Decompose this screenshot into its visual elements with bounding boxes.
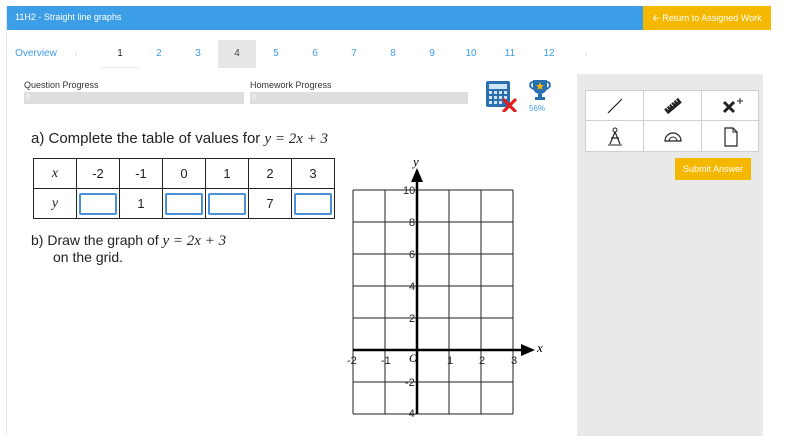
tab-6[interactable]: 6 [312,48,318,59]
tab-7[interactable]: 7 [351,48,357,59]
tab-overview[interactable]: Overview [15,48,57,59]
drawing-toolbar [585,90,759,152]
y-tick: 10 [403,185,416,197]
x-tick: 3 [511,355,518,367]
protractor-icon [663,126,683,146]
x-cell: -2 [77,159,120,189]
x-header: x [34,159,77,189]
return-to-assigned-work-button[interactable] [643,6,771,30]
x-cell: 3 [292,159,335,189]
equation: y = 2x + 3 [264,131,329,147]
tab-4[interactable]: 4 [218,40,256,68]
y-tick: 8 [409,217,416,229]
app-frame [6,6,770,436]
tab-10[interactable]: 10 [465,48,477,59]
compass-tool-button[interactable] [586,121,644,151]
x-tick: -1 [381,355,391,367]
trophy-icon [527,78,553,102]
app-title: 11H2 - Straight line graphs [15,12,122,22]
question-part-b-line2: on the grid. [53,249,124,265]
y-tick: 2 [409,313,416,325]
y-cell [206,189,249,219]
x-cell: 0 [163,159,206,189]
page-icon [721,126,741,148]
question-part-a: a) Complete the table of values for y = 2x + 3 [31,130,329,147]
tab-9[interactable]: 9 [429,48,435,59]
x-tick: 1 [447,355,454,367]
y-cell: 7 [249,189,292,219]
table-of-values [33,158,335,219]
x-tick: 2 [479,355,486,367]
coordinate-grid[interactable] [337,154,557,418]
clear-point-tool-button[interactable] [702,91,760,121]
y-answer-input[interactable] [294,193,332,215]
homework-progress-bar: 0 [250,92,468,104]
y-cell [292,189,335,219]
tab-2[interactable]: 2 [156,48,162,59]
equation: y = 2x + 3 [162,233,227,249]
tab-3[interactable]: 3 [195,48,201,59]
y-tick: 6 [409,249,416,261]
tools-panel [577,74,763,436]
tab-12[interactable]: 12 [543,48,555,59]
page-tool-button[interactable] [702,121,760,151]
calculator-not-allowed-icon [485,80,517,112]
question-tabs [7,40,627,68]
cross-plus-icon [721,96,745,116]
question-progress-bar: 0 [24,92,244,104]
x-axis-label: x [537,340,543,355]
y-axis-label: y [413,154,419,169]
x-cell: 2 [249,159,292,189]
compass-icon [605,126,625,148]
table-row-x [34,159,335,189]
x-axis-arrow [521,344,535,356]
ruler-icon [663,96,683,116]
question-progress-label: Question Progress [24,80,99,90]
y-tick: -4 [405,408,415,418]
ruler-tool-button[interactable] [644,91,702,121]
y-axis-arrow [411,168,423,182]
y-answer-input[interactable] [79,193,117,215]
top-bar [7,6,771,30]
table-row-y [34,189,335,219]
completion-percent: 56% [529,104,546,113]
return-label: Return to Assigned Work [662,13,762,23]
protractor-tool-button[interactable] [644,121,702,151]
tab-separator: ‹ [74,49,78,58]
y-tick: 4 [409,281,416,293]
tab-5[interactable]: 5 [273,48,279,59]
y-cell [163,189,206,219]
tab-1[interactable]: 1 [101,40,139,68]
homework-progress-label: Homework Progress [250,80,332,90]
x-cell: 1 [206,159,249,189]
line-icon [605,96,625,116]
question-part-b: b) Draw the graph of y = 2x + 3 [31,232,227,249]
y-tick: -2 [405,377,415,389]
y-cell [77,189,120,219]
tab-8[interactable]: 8 [390,48,396,59]
y-header: y [34,189,77,219]
x-cell: -1 [120,159,163,189]
tab-separator: › [584,49,588,58]
arrow-left-icon: 🡨 [652,13,660,23]
line-tool-button[interactable] [586,91,644,121]
y-answer-input[interactable] [165,193,203,215]
y-answer-input[interactable] [208,193,246,215]
origin-label: O [409,351,418,365]
x-tick: -2 [347,355,357,367]
y-cell: 1 [120,189,163,219]
submit-answer-button[interactable]: Submit Answer [675,158,751,180]
tab-11[interactable]: 11 [504,48,516,59]
